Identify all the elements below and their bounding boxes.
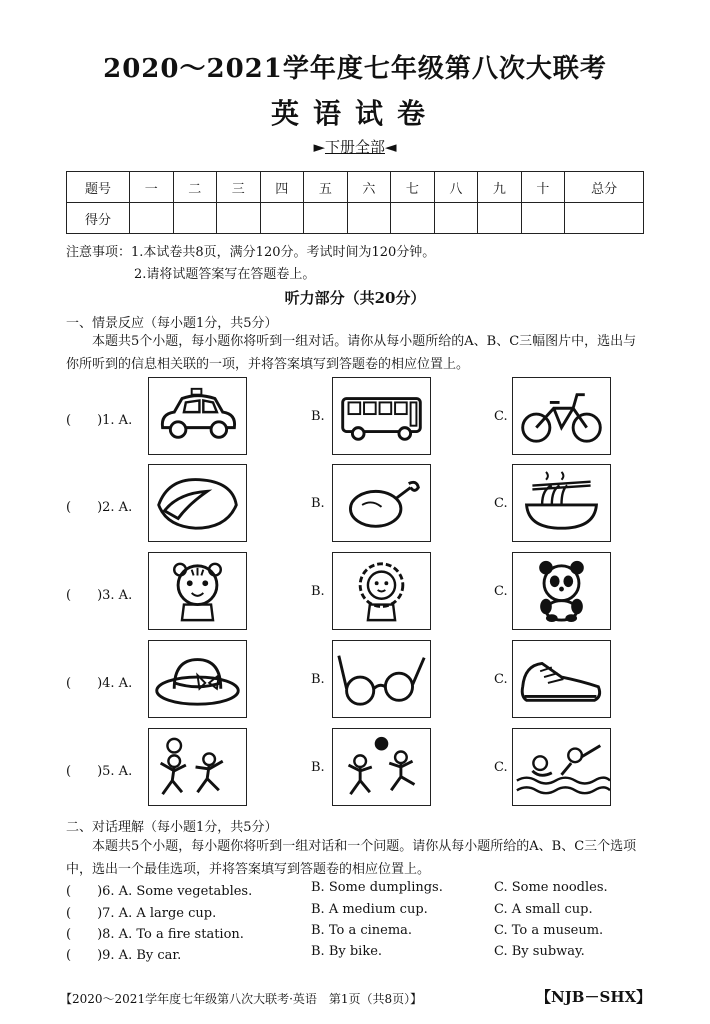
score-header-cell: 题号 (67, 172, 130, 203)
question-number: ( )3. A. (66, 588, 133, 603)
bus-icon[interactable] (332, 377, 431, 455)
option-label-b: B. (311, 760, 325, 775)
exam-title: 2020～2021学年度七年级第八次大联考 (103, 54, 607, 84)
question-number: ( )4. A. (66, 676, 133, 691)
score-table (66, 171, 644, 234)
option-label-b: B. (311, 672, 325, 687)
question-option-b: B. Some dumplings. (311, 880, 443, 895)
question-option-c: C. Some noodles. (494, 880, 608, 895)
score-header-cell: 三 (217, 172, 261, 203)
part1-heading: 一、情景反应（每小题1分，共5分） (66, 316, 278, 331)
tiger-icon[interactable] (148, 552, 247, 630)
chicken-icon[interactable] (332, 464, 431, 542)
lion-icon[interactable] (332, 552, 431, 630)
part2-instructions: 本题共5个小题，每小题你将听到一组对话和一个问题。请你从每小题所给的A、B、C三个选项中，选出一个最佳选项，并将答案填写到答题卷的相应位置上。 (66, 839, 637, 877)
score-header-cell: 四 (260, 172, 304, 203)
score-blank-cell (304, 203, 348, 234)
score-blank-cell (565, 203, 644, 234)
question-option-a: ( )9. A. By car. (66, 948, 182, 963)
score-header-cell: 二 (173, 172, 217, 203)
option-label-c: C. (494, 672, 508, 687)
option-label-c: C. (494, 496, 508, 511)
exam-code: 【NJB－SHX】 (536, 988, 652, 1006)
soccer-icon[interactable] (332, 728, 431, 806)
glasses-icon[interactable] (332, 640, 431, 718)
score-header-cell: 九 (478, 172, 522, 203)
dumpling-icon[interactable] (148, 464, 247, 542)
question-option-a: ( )7. A. A large cup. (66, 906, 217, 921)
exam-subtitle: 英语试卷 (270, 97, 439, 130)
question-option-a: ( )8. A. To a fire station. (66, 927, 244, 942)
score-header-cell: 六 (347, 172, 391, 203)
score-header-cell: 总分 (565, 172, 644, 203)
score-blank-cell (217, 203, 261, 234)
score-header-cell: 十 (521, 172, 565, 203)
question-option-b: B. To a cinema. (311, 923, 413, 938)
page-footer: 【2020～2021学年度七年级第八次大联考·英语 第1页（共8页）】 (60, 992, 423, 1006)
score-blank-cell (260, 203, 304, 234)
score-row-label: 得分 (67, 203, 130, 234)
option-label-c: C. (494, 409, 508, 424)
score-header-cell: 一 (130, 172, 174, 203)
listening-section-title: 听力部分（共20分） (284, 289, 426, 307)
basketball-icon[interactable] (148, 728, 247, 806)
question-number: ( )5. A. (66, 764, 133, 779)
question-option-c: C. A small cup. (494, 902, 593, 917)
score-blank-cell (391, 203, 435, 234)
score-blank-cell (434, 203, 478, 234)
score-blank-cell (347, 203, 391, 234)
score-header-cell: 八 (434, 172, 478, 203)
hat-icon[interactable] (148, 640, 247, 718)
question-number: ( )1. A. (66, 413, 133, 428)
question-option-c: C. By subway. (494, 944, 585, 959)
note-line-1: 注意事项：1.本试卷共8页，满分120分。考试时间为120分钟。 (66, 245, 436, 260)
car-icon[interactable] (148, 377, 247, 455)
panda-icon[interactable] (512, 552, 611, 630)
swimming-icon[interactable] (512, 728, 611, 806)
question-option-a: ( )6. A. Some vegetables. (66, 884, 253, 899)
bicycle-icon[interactable] (512, 377, 611, 455)
noodles-icon[interactable] (512, 464, 611, 542)
score-blank-cell (130, 203, 174, 234)
question-option-b: B. A medium cup. (311, 902, 428, 917)
scope-text: 下册全部 (324, 138, 385, 156)
question-number: ( )2. A. (66, 500, 133, 515)
question-option-c: C. To a museum. (494, 923, 604, 938)
score-blank-cell (478, 203, 522, 234)
option-label-c: C. (494, 760, 508, 775)
part1-instructions: 本题共5个小题，每小题你将听到一组对话。请你从每小题所给的A、B、C三幅图片中，选出与你所听到的信息相关联的一项，并将答案填写到答题卷的相应位置上。 (66, 334, 637, 372)
option-label-b: B. (311, 584, 325, 599)
note-line-2: 2.请将试题答案写在答题卷上。 (134, 267, 316, 282)
question-option-b: B. By bike. (311, 944, 383, 959)
score-blank-cell (521, 203, 565, 234)
shoes-icon[interactable] (512, 640, 611, 718)
scope-label: ►下册全部◄ (313, 138, 397, 156)
option-label-b: B. (311, 409, 325, 424)
score-header-cell: 五 (304, 172, 348, 203)
score-header-cell: 七 (391, 172, 435, 203)
option-label-c: C. (494, 584, 508, 599)
part2-heading: 二、对话理解（每小题1分，共5分） (66, 820, 278, 835)
option-label-b: B. (311, 496, 325, 511)
score-blank-cell (173, 203, 217, 234)
